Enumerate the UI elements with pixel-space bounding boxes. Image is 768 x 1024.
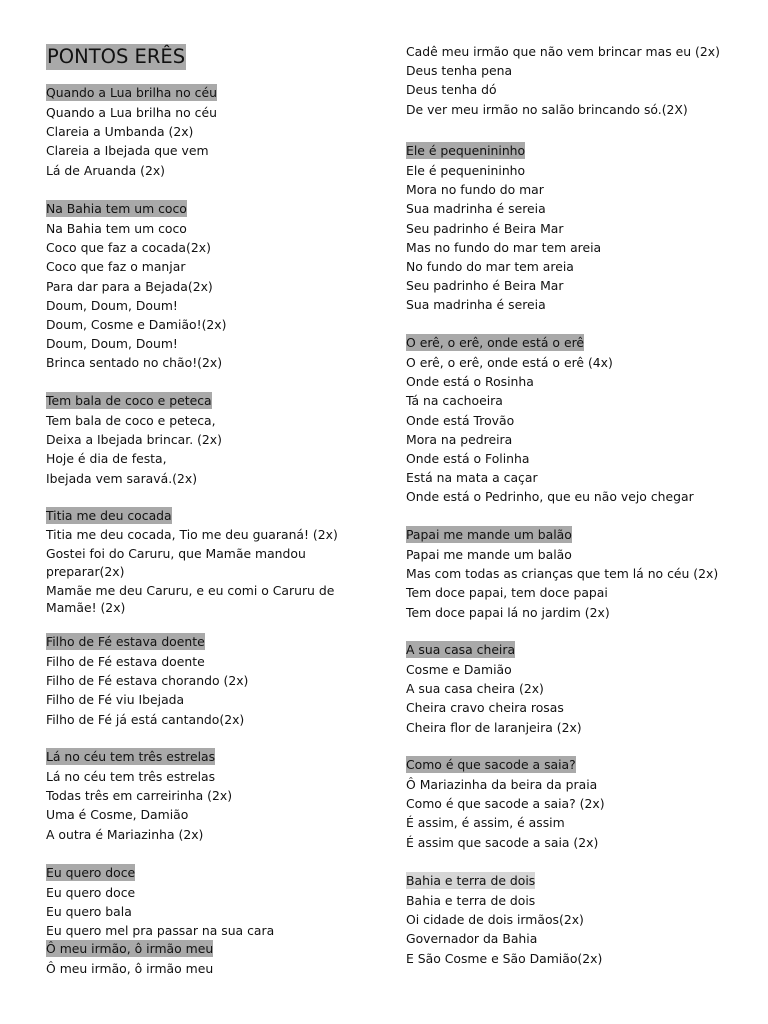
song-quando-a-lua: [46, 82, 346, 180]
song-line: Clareia a Umbanda (2x): [46, 124, 194, 140]
song-line: Cosme e Damião: [406, 662, 512, 677]
song-line: A outra é Mariazinha (2x): [46, 826, 204, 842]
song-title: Titia me deu cocada: [46, 508, 172, 523]
song-line: Cadê meu irmão que não vem brincar mas eu (2x): [406, 44, 720, 59]
song-line: De ver meu irmão no salão brincando só.(2X): [406, 101, 688, 117]
song-line: Brinca sentado no chão!(2x): [46, 355, 223, 371]
song-titia: [46, 505, 346, 619]
song-sacode-a-saia: [406, 754, 746, 852]
song-bahia-terra-de-dois: [406, 870, 746, 968]
song-a-sua-casa-cheira: [406, 639, 746, 737]
song-line: Eu quero bala: [46, 904, 132, 920]
song-tem-bala: [46, 390, 346, 488]
song-line: Coco que faz o manjar: [46, 259, 186, 275]
song-line: Ô Mariazinha da beira da praia: [406, 777, 598, 792]
song-title: Ele é pequenininho: [406, 143, 526, 158]
song-o-meu-irmao: [46, 938, 346, 978]
song-line: Filho de Fé viu Ibejada: [46, 692, 185, 708]
song-line: É assim que sacode a saia (2x): [406, 834, 599, 850]
song-line: O erê, o erê, onde está o erê (4x): [406, 355, 613, 370]
song-line: Governador da Bahia: [406, 931, 538, 947]
song-papai-balao: [406, 524, 746, 622]
song-line: Ele é pequenininho: [406, 163, 526, 178]
song-line: Hoje é dia de festa,: [46, 451, 167, 467]
song-line: Bahia e terra de dois: [406, 893, 536, 908]
song-line: Cheira flor de laranjeira (2x): [406, 719, 582, 735]
song-title: O erê, o erê, onde está o erê: [406, 335, 585, 350]
song-line: Mamãe me deu Caruru, e eu comi o Caruru de Mamãe! (2x): [46, 582, 335, 616]
song-continuation: [406, 42, 746, 119]
song-title: A sua casa cheira: [406, 642, 516, 657]
song-title: Papai me mande um balão: [406, 527, 572, 542]
song-line: Tá na cachoeira: [406, 393, 503, 409]
song-na-bahia: [46, 198, 346, 373]
song-line: Mora no fundo do mar: [406, 182, 544, 198]
song-line: Onde está o Folinha: [406, 451, 530, 467]
song-title: Ô meu irmão, ô irmão meu: [46, 941, 214, 956]
song-line: Cheira cravo cheira rosas: [406, 700, 564, 716]
song-line: Filho de Fé estava doente: [46, 654, 205, 669]
song-la-no-ceu: [46, 746, 346, 844]
song-line: Tem bala de coco e peteca,: [46, 413, 216, 428]
song-line: No fundo do mar tem areia: [406, 259, 574, 275]
song-line: Coco que faz a cocada(2x): [46, 240, 211, 256]
song-line: Titia me deu cocada, Tio me deu guaraná! (2x): [46, 527, 338, 542]
song-line: Oi cidade de dois irmãos(2x): [406, 912, 584, 928]
song-line: Eu quero mel pra passar na sua cara: [46, 923, 275, 939]
song-line: Doum, Cosme e Damião!(2x): [46, 317, 227, 333]
song-title: Filho de Fé estava doente: [46, 634, 205, 649]
song-line: Sua madrinha é sereia: [406, 201, 546, 217]
song-title: Como é que sacode a saia?: [406, 757, 576, 772]
song-line: Papai me mande um balão: [406, 547, 572, 562]
song-line: Onde está Trovão: [406, 412, 515, 428]
song-ele-e-pequenininho: [406, 140, 746, 315]
song-line: Na Bahia tem um coco: [46, 221, 187, 236]
song-filho-de-fe: [46, 631, 346, 729]
song-line: Ibejada vem saravá.(2x): [46, 470, 198, 486]
song-line: Filho de Fé estava chorando (2x): [46, 673, 249, 689]
song-line: Deus tenha dó: [406, 82, 497, 98]
song-line: Deixa a Ibejada brincar. (2x): [46, 432, 222, 448]
song-line: Mas no fundo do mar tem areia: [406, 239, 602, 255]
song-line: Tem doce papai, tem doce papai: [406, 585, 608, 601]
song-line: Seu padrinho é Beira Mar: [406, 278, 564, 294]
song-title: Eu quero doce: [46, 865, 136, 880]
song-title: Bahia e terra de dois: [406, 873, 536, 888]
song-title: Tem bala de coco e peteca: [46, 393, 212, 408]
song-line: Eu quero doce: [46, 885, 136, 900]
song-line: E São Cosme e São Damião(2x): [406, 950, 603, 966]
song-title: Quando a Lua brilha no céu: [46, 85, 217, 100]
song-line: Doum, Doum, Doum!: [46, 336, 178, 352]
song-line: Clareia a Ibejada que vem: [46, 143, 209, 159]
song-line: Seu padrinho é Beira Mar: [406, 220, 564, 236]
song-line: Onde está o Rosinha: [406, 374, 534, 390]
song-title: Na Bahia tem um coco: [46, 201, 187, 216]
song-line: Lá no céu tem três estrelas: [46, 769, 216, 784]
song-line: Deus tenha pena: [406, 63, 513, 79]
document-title: PONTOS ERÊS: [47, 45, 186, 68]
song-eu-quero-doce: [46, 862, 346, 941]
song-line: Lá de Aruanda (2x): [46, 162, 166, 178]
song-line: Sua madrinha é sereia: [406, 297, 546, 313]
song-line: A sua casa cheira (2x): [406, 681, 544, 697]
song-line: É assim, é assim, é assim: [406, 815, 565, 831]
song-line: Para dar para a Bejada(2x): [46, 278, 213, 294]
song-line: Mas com todas as crianças que tem lá no céu (2x): [406, 566, 719, 582]
song-o-ere: [406, 332, 746, 507]
song-line: Doum, Doum, Doum!: [46, 297, 178, 313]
song-line: Tem doce papai lá no jardim (2x): [406, 604, 610, 620]
song-line: Onde está o Pedrinho, que eu não vejo chegar: [406, 489, 694, 505]
song-title: Lá no céu tem três estrelas: [46, 749, 216, 764]
song-line: Mora na pedreira: [406, 431, 513, 447]
song-line: Como é que sacode a saia? (2x): [406, 796, 605, 812]
song-line: Quando a Lua brilha no céu: [46, 105, 217, 120]
song-line: Está na mata a caçar: [406, 470, 538, 486]
song-line: Uma é Cosme, Damião: [46, 807, 189, 823]
song-line: Ô meu irmão, ô irmão meu: [46, 961, 214, 976]
song-line: Filho de Fé já está cantando(2x): [46, 711, 245, 727]
song-line: Gostei foi do Caruru, que Mamãe mandou preparar(2x): [46, 546, 306, 579]
song-line: Todas três em carreirinha (2x): [46, 788, 233, 804]
